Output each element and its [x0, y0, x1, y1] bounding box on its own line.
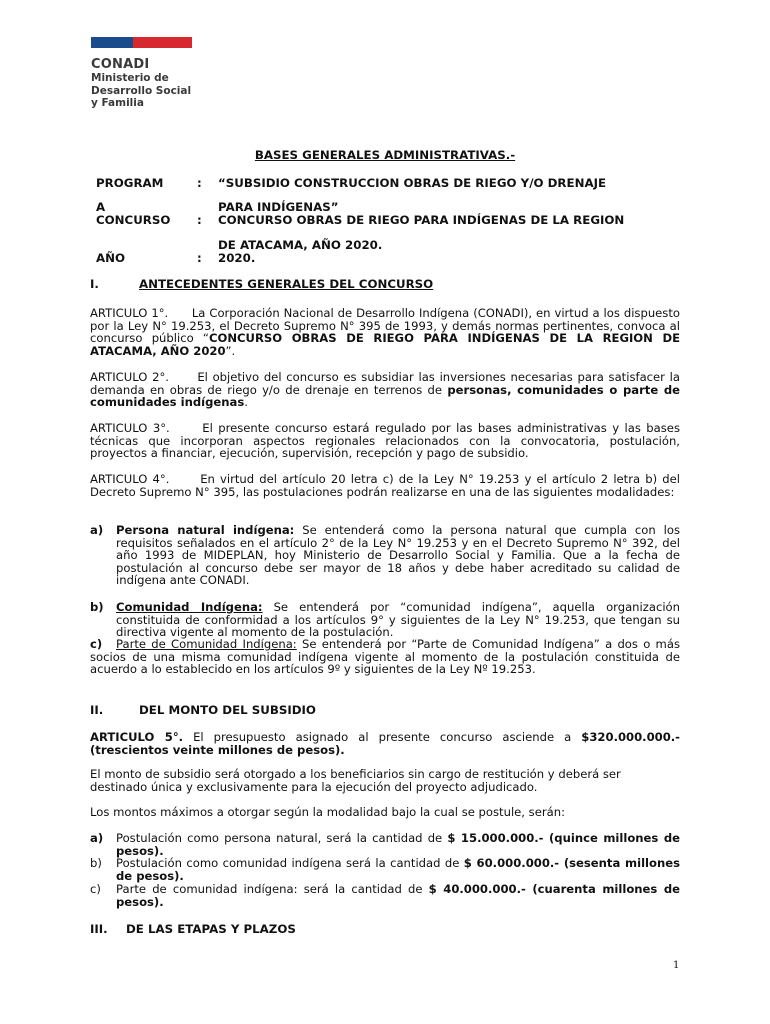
articulo-bold: CONCURSO OBRAS DE RIEGO PARA INDÍGENAS DE LA REGION DE ATACAMA, AÑO 2020 [90, 331, 681, 358]
item-body: Postulación como persona natural, será la cantidad de [116, 831, 448, 845]
articulo-3 [90, 422, 680, 460]
articulo-lead: ARTICULO 3°. [90, 421, 170, 435]
concurso-value-cont: DE ATACAMA, AÑO 2020. [218, 238, 383, 252]
item-label: c) [90, 882, 101, 896]
item-amount: $ 60.000.000.- (sesenta millones de pesos). [116, 856, 681, 883]
logo-subtitle [91, 72, 191, 110]
section-number: II. [90, 703, 104, 717]
articulo-text: En virtud del artículo 20 letra c) de la Ley N° 19.253 y el artículo 2 letra b) del Decreto Supremo N° 395, las postulaciones podrán realizarse en una de las siguientes modalidades: [90, 472, 680, 499]
articulo-lead: ARTICULO 1°. [90, 306, 169, 320]
anio-label: AÑO [96, 251, 126, 265]
item-label: a) [90, 523, 104, 537]
item-body: Se entenderá por “Parte de Comunidad Indígena” a dos o más socios de una misma comunidad indígena vigente al momento de la postulación constituida de acuerdo a lo establecido en los artículos 9º y siguientes de la Ley Nº 19.253. [90, 637, 680, 677]
item-amount: $ 40.000.000.- (cuarenta millones de pesos). [116, 882, 680, 909]
monto-item [90, 883, 680, 909]
logo-color-bar [91, 37, 192, 48]
programa-label: PROGRAM [96, 176, 164, 190]
item-text [116, 883, 680, 908]
logo-blue-stripe [91, 37, 133, 48]
item-body: Parte de comunidad indígena: será la cantidad de [116, 882, 429, 896]
item-title: Persona natural indígena: [116, 523, 295, 537]
articulo-2 [90, 371, 680, 409]
articulo-4 [90, 473, 680, 498]
modalidad-item [90, 601, 680, 639]
articulo-5 [90, 731, 680, 756]
anio-value: 2020. [218, 251, 256, 265]
item-label: b) [90, 856, 102, 870]
item-label: c) [90, 637, 103, 651]
articulo-text: El presente concurso estará regulado por las bases administrativas y las bases técnicas que incorporan aspectos regionales relacionados con la convocatoria, postulación, proyectos a financiar, ejecución, supervisión, recepción y pago de subsidio. [90, 421, 680, 461]
monto-item [90, 857, 680, 883]
item-text [116, 601, 680, 639]
item-label: a) [90, 831, 104, 845]
item-body: Postulación como comunidad indígena será la cantidad de [116, 856, 464, 870]
item-amount: $ 15.000.000.- (quince millones de pesos). [116, 831, 680, 858]
programa-value-cont: PARA INDÍGENAS” [218, 200, 339, 214]
section-title: DE LAS ETAPAS Y PLAZOS [126, 922, 296, 936]
section-title: ANTECEDENTES GENERALES DEL CONCURSO [139, 277, 434, 291]
articulo-lead: ARTICULO 5°. [90, 730, 184, 744]
articulo-bold: personas, comunidades o parte de comunidades indígenas [90, 382, 681, 410]
item-title: Comunidad Indígena: [116, 600, 263, 614]
logo-red-stripe [133, 37, 192, 48]
item-title: Parte de Comunidad Indígena: [116, 637, 297, 651]
articulo-text: La Corporación Nacional de Desarrollo Indígena (CONADI), en virtud a los dispuesto por la Ley N° 19.253, el Decreto Supremo N° 395 de 1993, y demás normas pertinentes, convoca al concurso público “ [90, 306, 680, 346]
item-label: b) [90, 600, 104, 614]
logo-title: CONADI [91, 57, 150, 72]
concurso-label-a: A [96, 200, 106, 214]
item-text [116, 857, 680, 882]
modalidad-item [90, 638, 680, 690]
item-text [90, 638, 680, 676]
articulo-1 [90, 307, 680, 357]
page-number: 1 [673, 960, 680, 971]
monto-item [90, 832, 680, 858]
logo-line: y Familia [91, 97, 144, 109]
header-colon: : [197, 213, 202, 227]
articulo-lead: ARTICULO 2°. [90, 370, 169, 384]
articulo-text: El objetivo del concurso es subsidiar las inversiones necesarias para satisfacer la demanda en obras de riego y/o de drenaje en terrenos de [90, 370, 680, 397]
logo-line: Ministerio de [91, 72, 169, 84]
articulo-tail: . [244, 395, 248, 410]
section-number: III. [90, 922, 108, 936]
item-body: Se entenderá por “comunidad indígena”, aquella organización constituida de conformidad a los artículos 9° y siguientes de la Ley N° 19.253, que tengan su directiva vigente al momento de la postulación. [116, 600, 680, 640]
modalidad-item [90, 524, 680, 588]
concurso-label: CONCURSO [96, 213, 171, 227]
concurso-value: CONCURSO OBRAS DE RIEGO PARA INDÍGENAS DE LA REGION [218, 213, 625, 227]
articulo-lead: ARTICULO 4°. [90, 472, 170, 486]
header-colon: : [197, 176, 202, 190]
logo-line: Desarrollo Social [91, 84, 192, 97]
paragraph-monto: El monto de subsidio será otorgado a los beneficiarios sin cargo de restitución y deberá ser destinado única y exclusivamente para la ejecución del proyecto adjudicado. [90, 767, 621, 794]
item-body: Se entenderá como la persona natural que cumpla con los requisitos señalados en el artículo 2° de la Ley N° 19.253 y en el Decreto Supremo N° 392, del año 1993 de MIDEPLAN, hoy Ministerio de Desarrollo Social y Familia. Que a la fecha de postulación al concurso debe ser mayor de 18 años y debe haber acreditado su calidad de indígena ante CONADI. [116, 523, 680, 588]
item-text [116, 524, 680, 587]
item-text [116, 832, 680, 857]
articulo-text: El presupuesto asignado al presente concurso asciende a [183, 730, 582, 744]
articulo-tail: ”. [225, 343, 236, 358]
section-title: DEL MONTO DEL SUBSIDIO [139, 703, 316, 717]
paragraph-maximos: Los montos máximos a otorgar según la modalidad bajo la cual se postule, serán: [90, 805, 565, 819]
section-number: I. [90, 277, 99, 291]
programa-value: “SUBSIDIO CONSTRUCCION OBRAS DE RIEGO Y/O DRENAJE [218, 176, 607, 190]
articulo-bold: $320.000.000.- (trescientos veinte millones de pesos). [90, 730, 680, 757]
document-title: BASES GENERALES ADMINISTRATIVAS.- [254, 148, 516, 162]
header-colon: : [197, 251, 202, 265]
